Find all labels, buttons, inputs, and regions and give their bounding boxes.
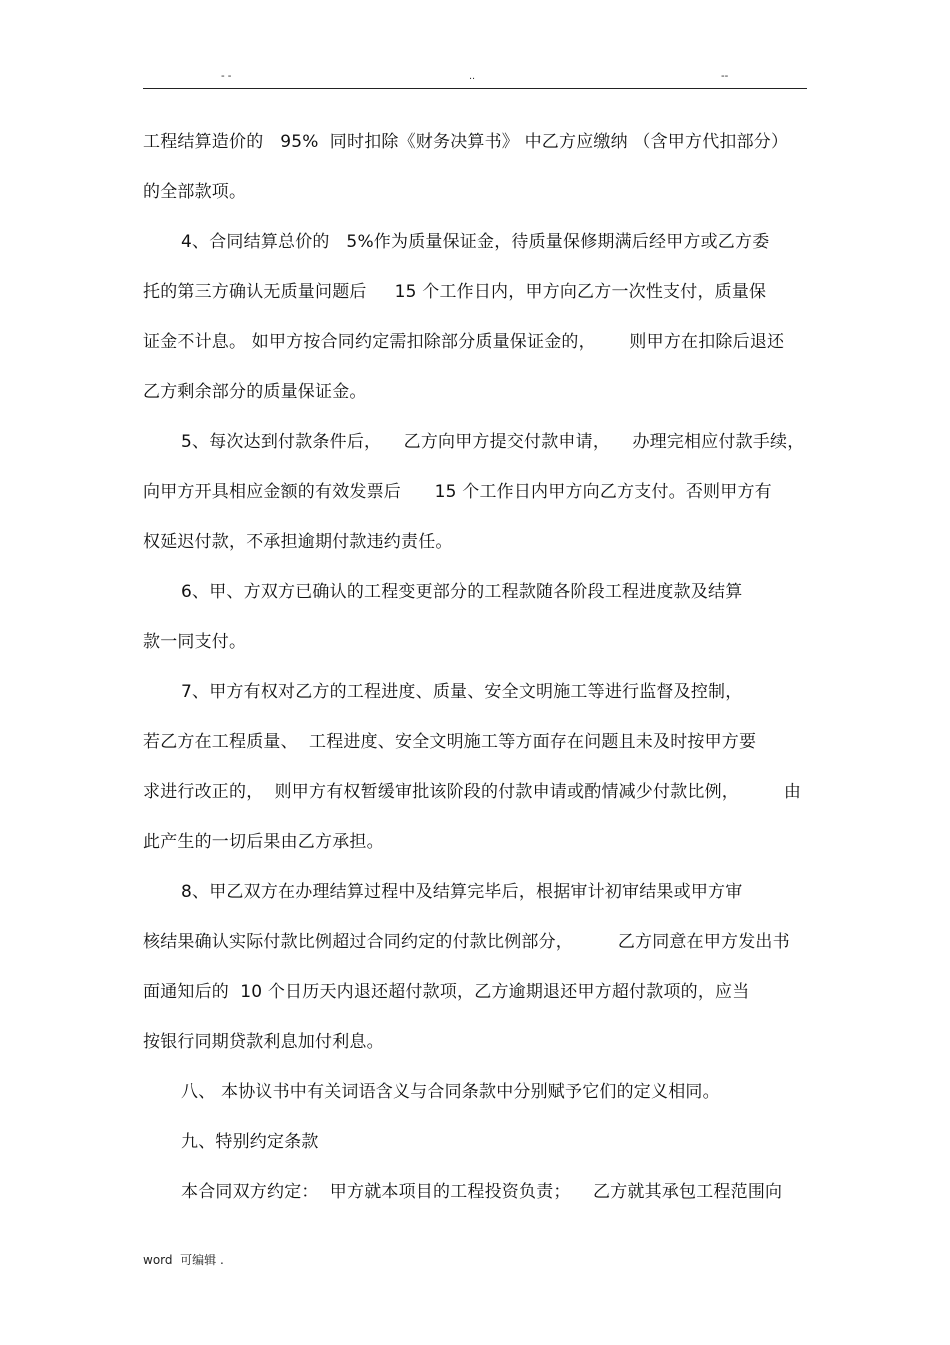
text-line: 6、甲、方双方已确认的工程变更部分的工程款随各阶段工程进度款及结算 [181, 582, 743, 602]
text-line: 8、甲乙双方在办理结算过程中及结算完毕后，根据审计初审结果或甲方审 [181, 882, 743, 902]
text-line: 4、合同结算总价的 5%作为质量保证金，待质量保修期满后经甲方或乙方委 [181, 232, 770, 252]
text-line: 证金不计息。 如甲方按合同约定需扣除部分质量保证金的， 则甲方在扣除后退还 [143, 332, 785, 352]
text-line: 九、特别约定条款 [181, 1132, 319, 1152]
text-line: 求进行改正的， 则甲方有权暂缓审批该阶段的付款申请或酌情减少付款比例， 由 [143, 782, 802, 802]
text-line: 此产生的一切后果由乙方承担。 [143, 832, 384, 852]
text-line: 托的第三方确认无质量问题后 15 个工作日内，甲方向乙方一次性支付，质量保 [143, 282, 767, 302]
text-line: 款一同支付。 [143, 632, 247, 652]
text-line: 向甲方开具相应金额的有效发票后 15 个工作日内甲方向乙方支付。否则甲方有 [143, 482, 772, 502]
header-right-mark: -- [721, 70, 729, 82]
header-center-mark: .. [469, 70, 476, 82]
text-line: 工程结算造价的 95% 同时扣除《财务决算书》 中乙方应缴纳 （含甲方代扣部分） [143, 132, 789, 152]
text-line: 核结果确认实际付款比例超过合同约定的付款比例部分， 乙方同意在甲方发出书 [143, 932, 790, 952]
text-line: 的全部款项。 [143, 182, 247, 202]
text-line: 7、甲方有权对乙方的工程进度、质量、安全文明施工等进行监督及控制， [181, 682, 743, 702]
text-line: 八、 本协议书中有关词语含义与合同条款中分别赋予它们的定义相同。 [181, 1082, 720, 1102]
header-rule [143, 88, 807, 89]
text-line: 权延迟付款，不承担逾期付款违约责任。 [143, 532, 453, 552]
text-line: 按银行同期贷款利息加付利息。 [143, 1032, 384, 1052]
text-line: 5、每次达到付款条件后， 乙方向甲方提交付款申请， 办理完相应付款手续， [181, 432, 805, 452]
text-line: 本合同双方约定： 甲方就本项目的工程投资负责； 乙方就其承包工程范围向 [181, 1182, 783, 1202]
header-left-mark: - - [221, 70, 232, 82]
text-line: 乙方剩余部分的质量保证金。 [143, 382, 367, 402]
text-line: 若乙方在工程质量、 工程进度、安全文明施工等方面存在问题且未及时按甲方要 [143, 732, 757, 752]
page-footer: word 可编辑 . [143, 1253, 224, 1267]
text-line: 面通知后的 10 个日历天内退还超付款项，乙方逾期退还甲方超付款项的，应当 [143, 982, 750, 1002]
